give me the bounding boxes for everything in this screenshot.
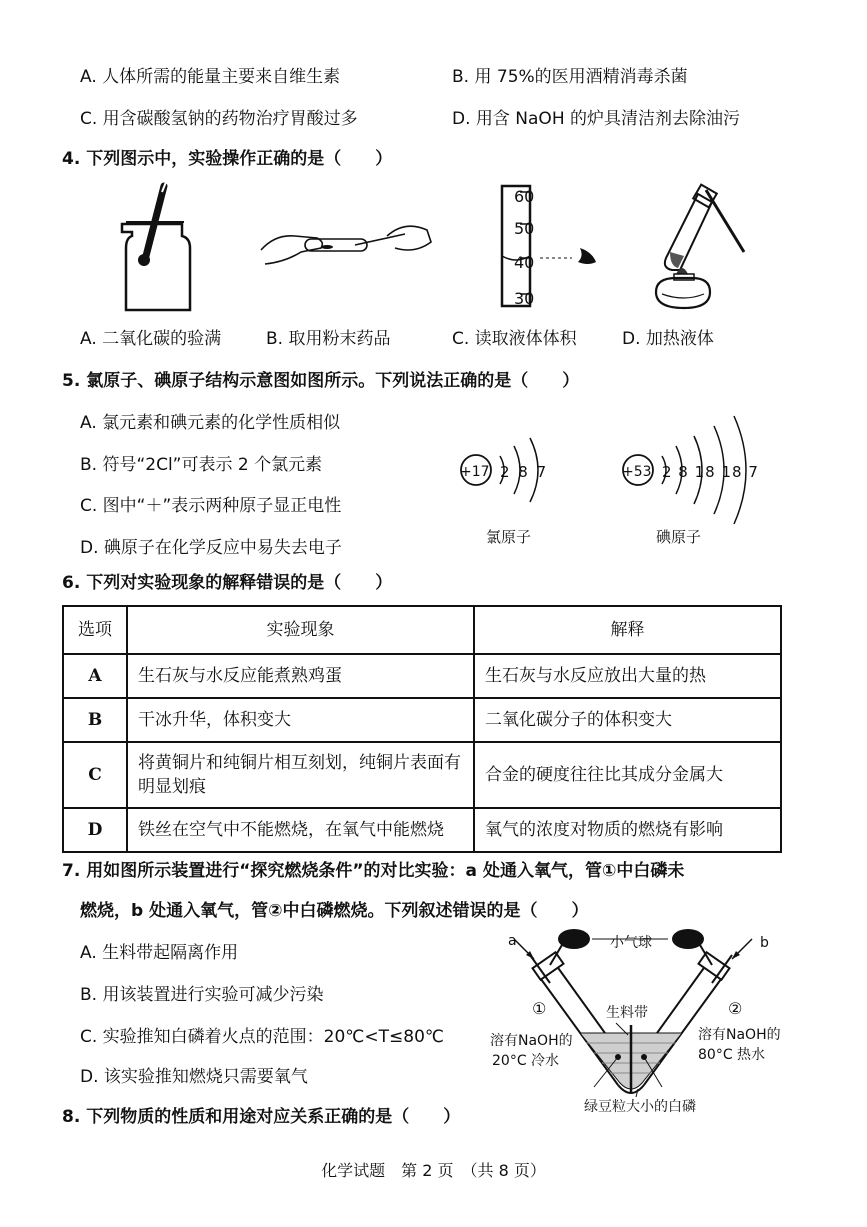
tube-1-label: ① [532, 999, 547, 1018]
cylinder-tick-40: 40 [514, 253, 535, 272]
q3-option-c: C. 用含碳酸氢钠的药物治疗胃酸过多 [80, 109, 358, 129]
q7-option-a: A. 生料带起隔离作用 [80, 943, 239, 963]
co2-test-figure [112, 176, 202, 316]
table-header-row [63, 606, 781, 654]
cylinder-tick-50: 50 [514, 219, 535, 238]
balloon-label: 小气球 [610, 935, 652, 951]
inlet-b-label: b [760, 935, 769, 951]
page-footer: 化学试题 第 2 页 （共 8 页） [321, 1161, 546, 1180]
cylinder-tick-30: 30 [514, 289, 535, 308]
white-phosphorus-label: 绿豆粒大小的白磷 [584, 1099, 696, 1115]
q5-option-b: B. 符号“2Cl”可表示 2 个氯元素 [80, 455, 323, 475]
row-explanation: 氧气的浓度对物质的燃烧有影响 [474, 808, 781, 852]
q4-option-c: C. 读取液体体积 [452, 329, 577, 349]
q3-option-b: B. 用 75%的医用酒精消毒杀菌 [452, 67, 688, 87]
q4-option-b: B. 取用粉末药品 [266, 329, 391, 349]
table-row [63, 654, 781, 698]
iodine-shells: 2 8 18 18 7 [662, 463, 759, 481]
tape-label: 生料带 [606, 1005, 648, 1021]
chlorine-caption: 氯原子 [486, 528, 532, 546]
row-phenomenon: 干冰升华，体积变大 [127, 698, 474, 742]
heating-liquid-figure [636, 182, 766, 317]
row-phenomenon: 将黄铜片和纯铜片相互刻划，纯铜片表面有明显划痕 [127, 742, 474, 808]
row-explanation: 生石灰与水反应放出大量的热 [474, 654, 781, 698]
row-option: D [63, 808, 127, 852]
chlorine-shells: 2 8 7 [500, 463, 549, 481]
q7-option-d: D. 该实验推知燃烧只需要氧气 [80, 1067, 308, 1087]
row-option: A [63, 654, 127, 698]
experiment-table [62, 605, 782, 853]
hot-water-label-2: 80°C 热水 [698, 1047, 766, 1063]
q3-option-a: A. 人体所需的能量主要来自维生素 [80, 67, 341, 87]
row-option: C [63, 742, 127, 808]
row-phenomenon: 生石灰与水反应能煮熟鸡蛋 [127, 654, 474, 698]
table-row [63, 698, 781, 742]
q4-stem: 4. 下列图示中，实验操作正确的是（ ） [62, 149, 393, 169]
header-phenomenon: 实验现象 [127, 606, 474, 654]
q8-stem: 8. 下列物质的性质和用途对应关系正确的是（ ） [62, 1107, 461, 1127]
q3-option-d: D. 用含 NaOH 的炉具清洁剂去除油污 [452, 109, 741, 129]
table-row [63, 808, 781, 852]
q6-stem: 6. 下列对实验现象的解释错误的是（ ） [62, 573, 393, 593]
q5-option-d: D. 碘原子在化学反应中易失去电子 [80, 538, 342, 558]
tube-2-label: ② [728, 999, 743, 1018]
row-explanation: 合金的硬度往往比其成分金属大 [474, 742, 781, 808]
q7-option-b: B. 用该装置进行实验可减少污染 [80, 985, 324, 1005]
row-explanation: 二氧化碳分子的体积变大 [474, 698, 781, 742]
chlorine-nucleus: +17 [460, 464, 490, 480]
inlet-a-label: a [508, 933, 517, 949]
table-row [63, 742, 781, 808]
q4-option-a: A. 二氧化碳的验满 [80, 329, 222, 349]
row-option: B [63, 698, 127, 742]
q7-stem-line2: 燃烧，b 处通入氧气，管②中白磷燃烧。下列叙述错误的是（ ） [80, 901, 589, 921]
q5-stem: 5. 氯原子、碘原子结构示意图如图所示。下列说法正确的是（ ） [62, 371, 580, 391]
hot-water-label-1: 溶有NaOH的 [698, 1027, 781, 1043]
cylinder-tick-60: 60 [514, 187, 535, 206]
q7-option-c: C. 实验推知白磷着火点的范围：20℃<T≤80℃ [80, 1027, 444, 1047]
row-phenomenon: 铁丝在空气中不能燃烧，在氧气中能燃烧 [127, 808, 474, 852]
cold-water-label-1: 溶有NaOH的 [490, 1033, 573, 1049]
iodine-nucleus: +53 [622, 464, 652, 480]
header-option: 选项 [63, 606, 127, 654]
q5-option-c: C. 图中“＋”表示两种原子显正电性 [80, 496, 342, 516]
graduated-cylinder-figure [488, 182, 608, 312]
powder-sampling-figure [255, 212, 435, 272]
header-explanation: 解释 [474, 606, 781, 654]
q4-option-d: D. 加热液体 [622, 329, 714, 349]
iodine-caption: 碘原子 [656, 528, 702, 546]
cold-water-label-2: 20°C 冷水 [492, 1053, 560, 1069]
q5-option-a: A. 氯元素和碘元素的化学性质相似 [80, 413, 341, 433]
q7-stem-line1: 7. 用如图所示装置进行“探究燃烧条件”的对比实验：a 处通入氧气，管①中白磷未 [62, 861, 685, 881]
